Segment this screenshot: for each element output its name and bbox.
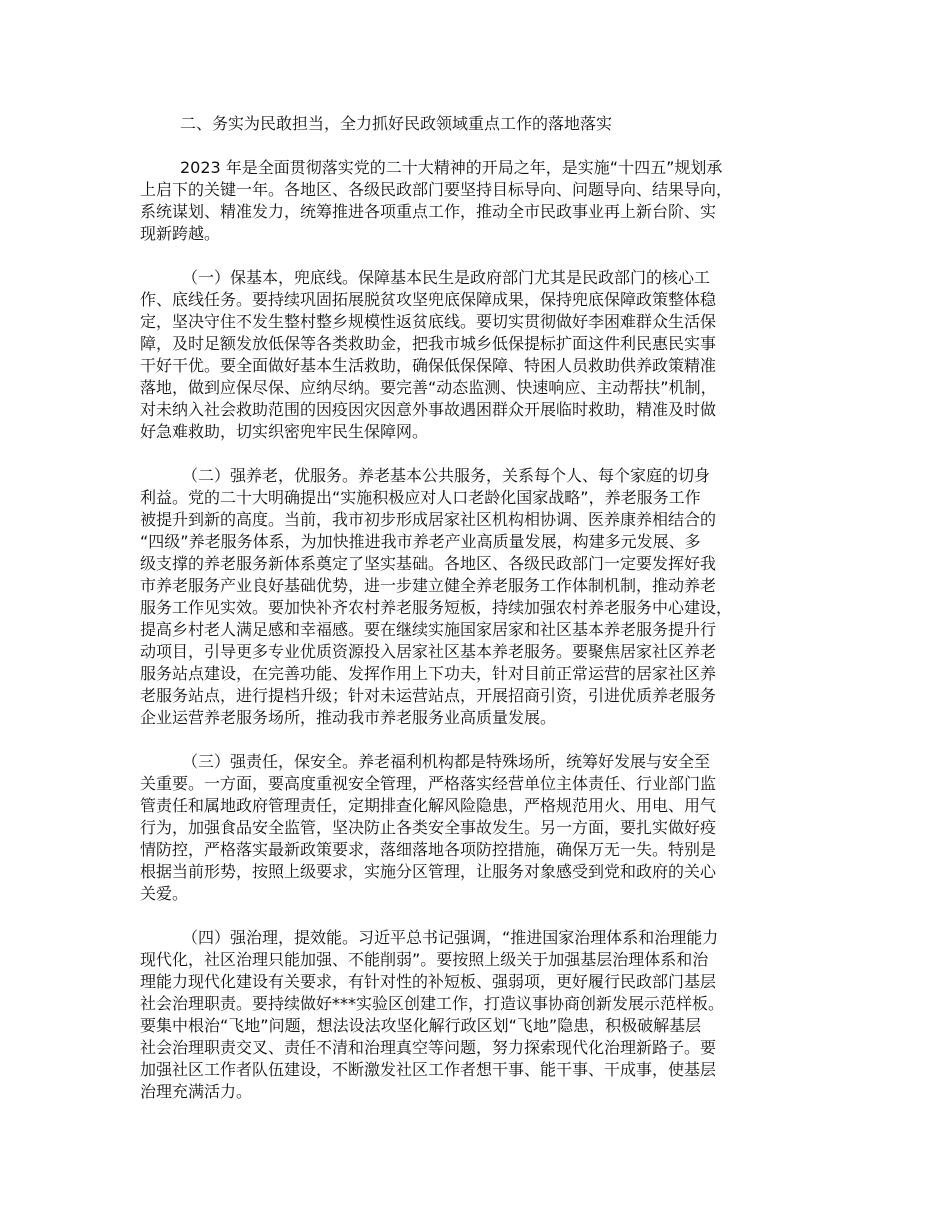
paragraph-line: 老服务站点，进行提档升级；针对未运营站点，开展招商引资，引进优质养老服务	[140, 686, 717, 705]
paragraph-line: 系统谋划、精准发力，统筹推进各项重点工作，推动全市民政事业再上新台阶、实	[140, 202, 717, 221]
paragraph-line: 理能力现代化建设有关要求，有针对性的补短板、强弱项，更好履行民政部门基层	[140, 972, 717, 991]
paragraph-line: 干好干优。要全面做好基本生活救助，确保低保保障、特困人员救助供养政策精准	[140, 356, 717, 375]
paragraph-line: 对未纳入社会救助范围的因疫因灾因意外事故遇困群众开展临时救助，精准及时做	[140, 400, 717, 419]
paragraph-line: 被提升到新的高度。当前，我市初步形成居家社区机构相协调、医养康养相结合的	[140, 510, 717, 529]
section-heading: 二、务实为民敢担当，全力抓好民政领域重点工作的落地落实	[180, 114, 613, 133]
paragraph-line: （二）强养老，优服务。养老基本公共服务，关系每个人、每个家庭的切身	[182, 466, 711, 485]
paragraph-line: 现代化，社区治理只能加强、不能削弱”。要按照上级关于加强基层治理体系和治	[140, 950, 709, 969]
paragraph-line: 社会治理职责。要持续做好***实验区创建工作，打造议事协商创新发展示范样板。	[140, 994, 725, 1013]
paragraph-line: “四级”养老服务体系，为加快推进我市养老产业高质量发展，构建多元发展、多	[140, 532, 701, 551]
paragraph-intro	[140, 157, 830, 245]
paragraph-line: （四）强治理，提效能。习近平总书记强调，“推进国家治理体系和治理能力	[182, 928, 719, 947]
paragraph-elderly-care	[140, 465, 830, 729]
paragraph-line: 现新跨越。	[140, 224, 221, 243]
paragraph-line: 级支撑的养老服务新体系奠定了坚实基础。各地区、各级民政部门一定要发挥好我	[140, 554, 717, 573]
paragraph-line: 落地，做到应保尽保、应纳尽纳。要完善“动态监测、快速响应、主动帮扶”机制，	[140, 378, 717, 397]
paragraph-line: （一）保基本，兜底线。保障基本民生是政府部门尤其是民政部门的核心工	[182, 268, 711, 287]
paragraph-line: 加强社区工作者队伍建设，不断激发社区工作者想干事、能干事、干成事，使基层	[140, 1060, 717, 1079]
paragraph-line: 企业运营养老服务场所，推动我市养老服务业高质量发展。	[140, 708, 557, 727]
paragraph-line: 服务站点建设，在完善功能、发挥作用上下功夫，针对目前正常运营的居家社区养	[140, 664, 717, 683]
paragraph-line: 服务工作见实效。要加快补齐农村养老服务短板，持续加强农村养老服务中心建设，	[140, 598, 733, 617]
document-page	[140, 113, 830, 1125]
paragraph-line: 动项目，引导更多专业优质资源投入居家社区基本养老服务。要聚焦居家社区养老	[140, 642, 717, 661]
paragraph-line: 2023 年是全面贯彻落实党的二十大精神的开局之年，是实施“十四五”规划承	[180, 158, 723, 177]
paragraph-line: 关爱。	[140, 884, 189, 903]
paragraph-line: 利益。党的二十大明确提出“实施积极应对人口老龄化国家战略”，养老服务工作	[140, 488, 701, 507]
paragraph-line: 好急难救助，切实织密兜牢民生保障网。	[140, 422, 429, 441]
paragraph-line: 作、底线任务。要持续巩固拓展脱贫攻坚兜底保障成果，保持兜底保障政策整体稳	[140, 290, 717, 309]
paragraph-line: 情防控，严格落实最新政策要求，落细落地各项防控措施，确保万无一失。特别是	[140, 840, 717, 859]
paragraph-line: 提高乡村老人满足感和幸福感。要在继续实施国家居家和社区基本养老服务提升行	[140, 620, 717, 639]
paragraph-line: 关重要。一方面，要高度重视安全管理，严格落实经营单位主体责任、行业部门监	[140, 774, 717, 793]
paragraph-line: 障，及时足额发放低保等各类救助金，把我市城乡低保提标扩面这件利民惠民实事	[140, 334, 717, 353]
paragraph-line: （三）强责任，保安全。养老福利机构都是特殊场所，统筹好发展与安全至	[182, 752, 711, 771]
paragraph-line: 社会治理职责交叉、责任不清和治理真空等问题，努力探索现代化治理新路子。要	[140, 1038, 717, 1057]
paragraph-line: 市养老服务产业良好基础优势，进一步建立健全养老服务工作体制机制，推动养老	[140, 576, 717, 595]
paragraph-line: 治理充满活力。	[140, 1082, 253, 1101]
paragraph-line: 上启下的关键一年。各地区、各级民政部门要坚持目标导向、问题导向、结果导向，	[140, 180, 733, 199]
paragraph-line: 管责任和属地政府管理责任，定期排查化解风险隐患，严格规范用火、用电、用气	[140, 796, 717, 815]
paragraph-line: 定，坚决守住不发生整村整乡规模性返贫底线。要切实贯彻做好李困难群众生活保	[140, 312, 717, 331]
paragraph-governance	[140, 927, 830, 1103]
paragraph-basic-security	[140, 267, 830, 443]
paragraph-line: 行为，加强食品安全监管，坚决防止各类安全事故发生。另一方面，要扎实做好疫	[140, 818, 717, 837]
paragraph-line: 根据当前形势，按照上级要求，实施分区管理，让服务对象感受到党和政府的关心	[140, 862, 717, 881]
paragraph-safety	[140, 751, 830, 905]
paragraph-line: 要集中根治“飞地”问题，想法设法攻坚化解行政区划“飞地”隐患，积极破解基层	[140, 1016, 702, 1035]
